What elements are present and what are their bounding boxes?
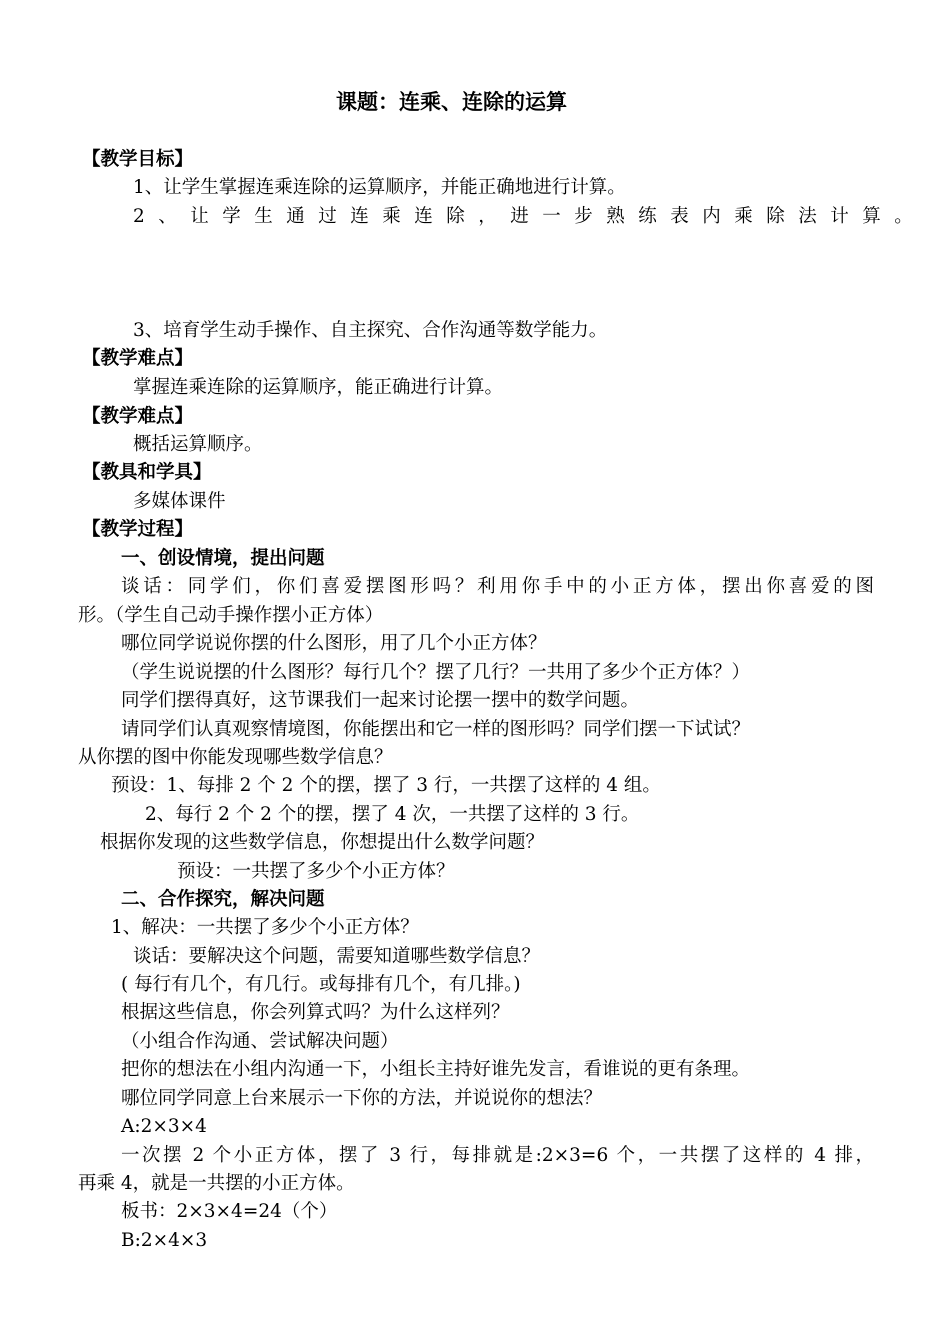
paragraph-line: 形。（学生自己动手操作摆小正方体） <box>78 605 384 626</box>
goal-item-1: 1、让学生掌握连乘连除的运算顺序，并能正确地进行计算。 <box>133 177 626 198</box>
paragraph-line: 预设：1、每排 2 个 2 个的摆，摆了 3 行，一共摆了这样的 4 组。 <box>111 775 661 796</box>
paragraph-line: 预设：一共摆了多少个小正方体？ <box>177 861 455 882</box>
paragraph-line: （小组合作沟通、尝试解决问题） <box>121 1031 399 1052</box>
paragraph-line: A:2×3×4 <box>121 1116 207 1137</box>
paragraph-line: 谈话：要解决这个问题，需要知道哪些数学信息？ <box>133 946 541 967</box>
paragraph-line: 同学们摆得真好，这节课我们一起来讨论摆一摆中的数学问题。 <box>121 690 640 711</box>
document-title: 课题：连乘、连除的运算 <box>336 90 567 114</box>
paragraph-line: 哪位同学同意上台来展示一下你的方法，并说说你的想法？ <box>121 1088 603 1109</box>
goals-heading: 【教学目标】 <box>82 149 194 170</box>
tools-text: 多媒体课件 <box>133 491 226 512</box>
paragraph-line: 再乘 4，就是一共摆的小正方体。 <box>78 1173 355 1194</box>
paragraph-line: （学生说说摆的什么图形？每行几个？摆了几行？一共用了多少个正方体？） <box>121 662 751 683</box>
paragraph-line: 从你摆的图中你能发现哪些数学信息？ <box>78 747 393 768</box>
paragraph-line: 板书：2×3×4=24（个） <box>121 1201 338 1222</box>
paragraph-line: ( 每行有几个，有几行。或每排有几个，有几排。) <box>121 974 521 995</box>
paragraph-line: 1、解决：一共摆了多少个小正方体？ <box>111 917 419 938</box>
section2-title: 二、合作探究，解决问题 <box>121 889 325 910</box>
paragraph-line: 把你的想法在小组内沟通一下，小组长主持好谁先发言，看谁说的更有条理。 <box>121 1059 751 1080</box>
section1-title: 一、创设情境，提出问题 <box>121 548 325 569</box>
difficulty-heading-2: 【教学难点】 <box>82 406 194 427</box>
paragraph-line: 哪位同学说说你摆的什么图形，用了几个小正方体？ <box>121 633 547 654</box>
paragraph-line: B:2×4×3 <box>121 1230 208 1251</box>
difficulty-heading-1: 【教学难点】 <box>82 348 194 369</box>
paragraph-line: 一次摆 2 个小正方体，摆了 3 行，每排就是:2×3=6 个，一共摆了这样的 4 排， <box>121 1145 874 1166</box>
paragraph-line: 根据这些信息，你会列算式吗？为什么这样列？ <box>121 1002 510 1023</box>
tools-heading: 【教具和学具】 <box>82 462 212 483</box>
process-heading: 【教学过程】 <box>82 519 194 540</box>
paragraph-line: 谈话：同学们，你们喜爱摆图形吗？利用你手中的小正方体，摆出你喜爱的图 <box>121 576 874 597</box>
paragraph-line: 根据你发现的这些数学信息，你想提出什么数学问题？ <box>100 832 545 853</box>
paragraph-line: 请同学们认真观察情境图，你能摆出和它一样的图形吗？同学们摆一下试试？ <box>121 719 751 740</box>
goal-item-2: 2、让学生通过连乘连除，进一步熟练表内乘除法计算。 <box>133 206 927 227</box>
difficulty-text-1: 掌握连乘连除的运算顺序，能正确进行计算。 <box>133 377 504 398</box>
paragraph-line: 2、每行 2 个 2 个的摆，摆了 4 次，一共摆了这样的 3 行。 <box>145 804 640 825</box>
difficulty-text-2: 概括运算顺序。 <box>133 434 263 455</box>
goal-item-3: 3、培育学生动手操作、自主探究、合作沟通等数学能力。 <box>133 320 608 341</box>
